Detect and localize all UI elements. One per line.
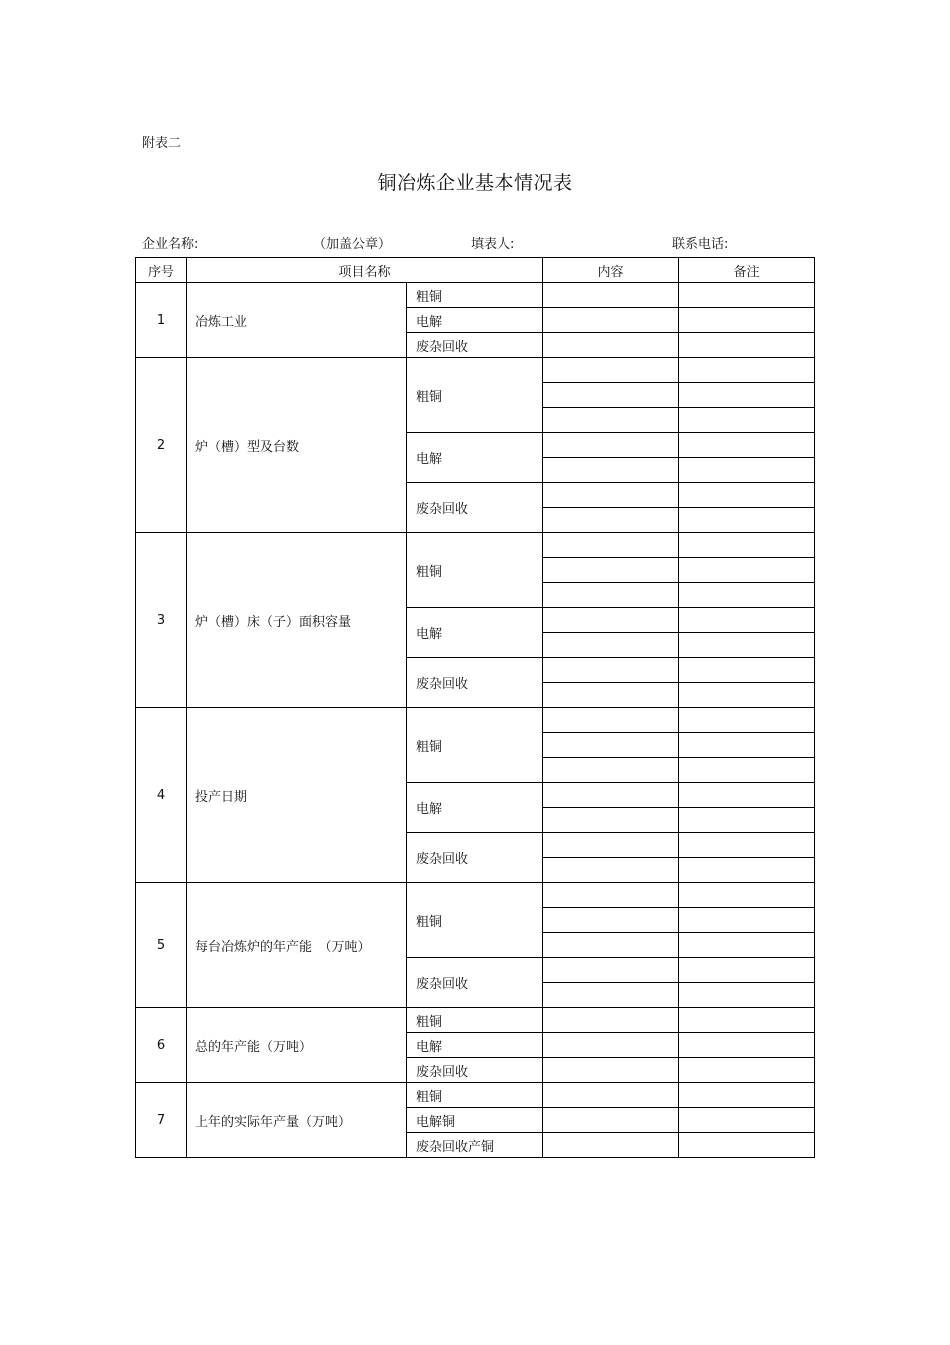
content-cell[interactable] — [543, 558, 679, 583]
header-item-name: 项目名称 — [187, 258, 543, 283]
table-row — [136, 283, 815, 308]
table-header-row — [136, 258, 815, 283]
company-name-label: 企业名称: — [142, 237, 199, 252]
content-cell[interactable] — [543, 383, 679, 408]
table-row — [136, 1008, 815, 1033]
remark-cell[interactable] — [679, 583, 815, 608]
filler-label: 填表人: — [471, 237, 515, 252]
remark-cell[interactable] — [679, 1058, 815, 1083]
row-seq: 7 — [136, 1083, 187, 1158]
row-seq: 4 — [136, 708, 187, 883]
row-sub-item: 粗铜 — [407, 1083, 543, 1108]
row-sub-item: 废杂回收 — [407, 333, 543, 358]
remark-cell[interactable] — [679, 633, 815, 658]
remark-cell[interactable] — [679, 758, 815, 783]
content-cell[interactable] — [543, 433, 679, 458]
content-cell[interactable] — [543, 1108, 679, 1133]
table-row — [136, 533, 815, 558]
content-cell[interactable] — [543, 983, 679, 1008]
content-cell[interactable] — [543, 958, 679, 983]
remark-cell[interactable] — [679, 983, 815, 1008]
row-item-name: 炉（槽）型及台数 — [187, 358, 407, 533]
remark-cell[interactable] — [679, 408, 815, 433]
content-cell[interactable] — [543, 608, 679, 633]
remark-cell[interactable] — [679, 658, 815, 683]
row-seq: 1 — [136, 283, 187, 358]
row-sub-item: 粗铜 — [407, 533, 543, 608]
header-remark: 备注 — [679, 258, 815, 283]
row-sub-item: 电解铜 — [407, 1108, 543, 1133]
remark-cell[interactable] — [679, 808, 815, 833]
content-cell[interactable] — [543, 933, 679, 958]
row-item-name: 每台冶炼炉的年产能 （万吨） — [187, 883, 407, 1008]
row-item-name: 总的年产能（万吨） — [187, 1008, 407, 1083]
remark-cell[interactable] — [679, 933, 815, 958]
row-sub-item: 电解 — [407, 608, 543, 658]
row-seq: 5 — [136, 883, 187, 1008]
row-sub-item: 电解 — [407, 783, 543, 833]
content-cell[interactable] — [543, 683, 679, 708]
row-item-name: 炉（槽）床（子）面积容量 — [187, 533, 407, 708]
content-cell[interactable] — [543, 1008, 679, 1033]
row-sub-item: 废杂回收 — [407, 483, 543, 533]
annex-label: 附表二 — [142, 136, 182, 151]
remark-cell[interactable] — [679, 708, 815, 733]
content-cell[interactable] — [543, 508, 679, 533]
remark-cell[interactable] — [679, 283, 815, 308]
row-item-name: 冶炼工业 — [187, 283, 407, 358]
content-cell[interactable] — [543, 1058, 679, 1083]
remark-cell[interactable] — [679, 508, 815, 533]
content-cell[interactable] — [543, 708, 679, 733]
row-sub-item: 粗铜 — [407, 708, 543, 783]
table-row — [136, 883, 815, 908]
row-seq: 6 — [136, 1008, 187, 1083]
remark-cell[interactable] — [679, 558, 815, 583]
content-cell[interactable] — [543, 533, 679, 558]
remark-cell[interactable] — [679, 883, 815, 908]
remark-cell[interactable] — [679, 858, 815, 883]
remark-cell[interactable] — [679, 833, 815, 858]
row-sub-item: 废杂回收 — [407, 658, 543, 708]
row-sub-item: 粗铜 — [407, 1008, 543, 1033]
row-sub-item: 粗铜 — [407, 358, 543, 433]
row-sub-item: 电解 — [407, 1033, 543, 1058]
table-row — [136, 708, 815, 733]
remark-cell[interactable] — [679, 433, 815, 458]
row-sub-item: 废杂回收 — [407, 1058, 543, 1083]
basic-info-table — [135, 257, 815, 1158]
row-sub-item: 废杂回收 — [407, 833, 543, 883]
remark-cell[interactable] — [679, 308, 815, 333]
content-cell[interactable] — [543, 883, 679, 908]
remark-cell[interactable] — [679, 1108, 815, 1133]
page-title: 铜冶炼企业基本情况表 — [377, 172, 573, 194]
content-cell[interactable] — [543, 483, 679, 508]
content-cell[interactable] — [543, 858, 679, 883]
remark-cell[interactable] — [679, 483, 815, 508]
remark-cell[interactable] — [679, 333, 815, 358]
remark-cell[interactable] — [679, 533, 815, 558]
content-cell[interactable] — [543, 833, 679, 858]
table-row — [136, 1083, 815, 1108]
row-item-name: 上年的实际年产量（万吨） — [187, 1083, 407, 1158]
row-item-name: 投产日期 — [187, 708, 407, 883]
seal-note: （加盖公章） — [313, 237, 392, 252]
content-cell[interactable] — [543, 1133, 679, 1158]
content-cell[interactable] — [543, 308, 679, 333]
header-seq: 序号 — [136, 258, 187, 283]
content-cell[interactable] — [543, 733, 679, 758]
row-sub-item: 电解 — [407, 308, 543, 333]
remark-cell[interactable] — [679, 683, 815, 708]
content-cell[interactable] — [543, 1083, 679, 1108]
header-content: 内容 — [543, 258, 679, 283]
content-cell[interactable] — [543, 333, 679, 358]
row-sub-item: 粗铜 — [407, 283, 543, 308]
remark-cell[interactable] — [679, 1008, 815, 1033]
content-cell[interactable] — [543, 633, 679, 658]
remark-cell[interactable] — [679, 383, 815, 408]
remark-cell[interactable] — [679, 783, 815, 808]
remark-cell[interactable] — [679, 1133, 815, 1158]
remark-cell[interactable] — [679, 1033, 815, 1058]
remark-cell[interactable] — [679, 958, 815, 983]
table-row — [136, 358, 815, 383]
remark-cell[interactable] — [679, 358, 815, 383]
remark-cell[interactable] — [679, 733, 815, 758]
remark-cell[interactable] — [679, 458, 815, 483]
remark-cell[interactable] — [679, 608, 815, 633]
phone-label: 联系电话: — [672, 237, 729, 252]
content-cell[interactable] — [543, 283, 679, 308]
remark-cell[interactable] — [679, 908, 815, 933]
content-cell[interactable] — [543, 908, 679, 933]
content-cell[interactable] — [543, 1033, 679, 1058]
row-seq: 3 — [136, 533, 187, 708]
remark-cell[interactable] — [679, 1083, 815, 1108]
content-cell[interactable] — [543, 408, 679, 433]
content-cell[interactable] — [543, 658, 679, 683]
content-cell[interactable] — [543, 358, 679, 383]
row-sub-item: 粗铜 — [407, 883, 543, 958]
content-cell[interactable] — [543, 758, 679, 783]
content-cell[interactable] — [543, 808, 679, 833]
row-sub-item: 废杂回收产铜 — [407, 1133, 543, 1158]
row-seq: 2 — [136, 358, 187, 533]
row-sub-item: 电解 — [407, 433, 543, 483]
content-cell[interactable] — [543, 783, 679, 808]
content-cell[interactable] — [543, 458, 679, 483]
row-sub-item: 废杂回收 — [407, 958, 543, 1008]
content-cell[interactable] — [543, 583, 679, 608]
